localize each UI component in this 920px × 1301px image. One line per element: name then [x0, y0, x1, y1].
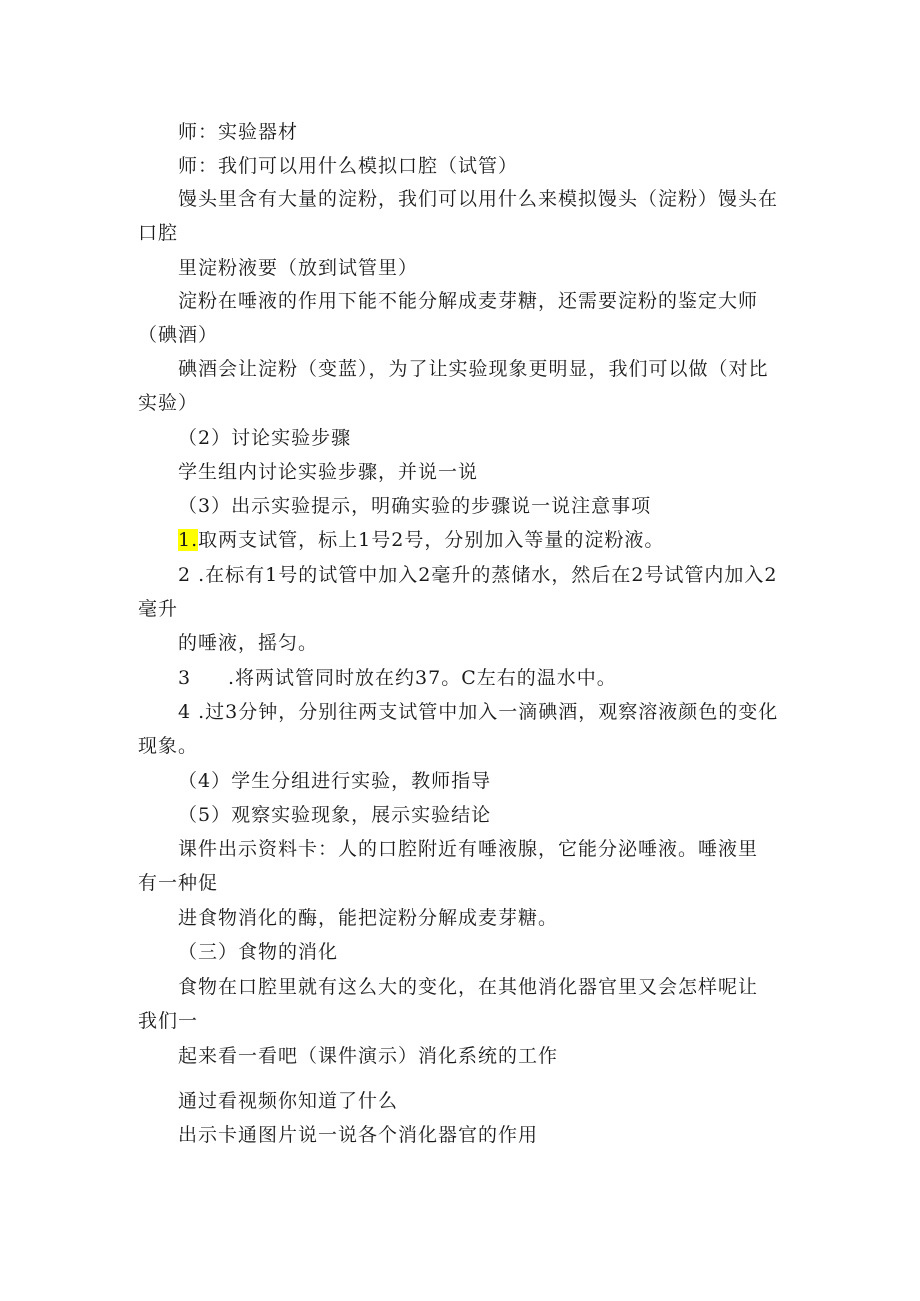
text-line: 里淀粉液要（放到试管里）: [178, 257, 419, 279]
text-line: 进食物消化的酶，能把淀粉分解成麦芽糖。: [178, 907, 559, 929]
numbered-step-3: .将两试管同时放在约37。C左右的温水中。: [228, 667, 617, 689]
text-line: 实验）: [138, 392, 199, 414]
text-line: 毫升: [138, 598, 179, 620]
text-line: 的唾液，摇匀。: [178, 632, 319, 654]
text-line: 食物在口腔里就有这么大的变化，在其他消化器官里又会怎样呢让: [178, 976, 759, 998]
numbered-step-1: [178, 527, 664, 553]
text-line: 师：我们可以用什么模拟口腔（试管）: [178, 155, 519, 177]
section-heading: （3）出示实验提示，明确实验的步骤说一说注意事项: [178, 495, 652, 517]
text-line: 口腔: [138, 222, 179, 244]
text-line: 出示卡通图片说一说各个消化器官的作用: [178, 1124, 539, 1146]
text-line: 我们一: [138, 1010, 199, 1032]
text-line: 馒头里含有大量的淀粉，我们可以用什么来模拟馒头（淀粉）馒头在: [178, 188, 779, 210]
section-heading: （三）食物的消化: [178, 941, 339, 963]
section-heading: （4）学生分组进行实验，教师指导: [178, 770, 492, 792]
text-line: 师：实验器材: [178, 121, 299, 143]
numbered-step-4: 4 .过3分钟，分别往两支试管中加入一滴碘酒，观察溶液颜色的变化: [178, 701, 779, 723]
text-line: 学生组内讨论实验步骤，并说一说: [178, 461, 479, 483]
section-heading: （5）观察实验现象，展示实验结论: [178, 804, 492, 826]
step-3-number: 3: [178, 667, 192, 689]
section-heading: （2）讨论实验步骤: [178, 427, 352, 449]
text-line: 现象。: [138, 735, 199, 757]
highlight-marker: 1.: [178, 529, 199, 551]
text-line: 通过看视频你知道了什么: [178, 1090, 399, 1112]
numbered-step-2: 2 .在标有1号的试管中加入2毫升的蒸储水，然后在2号试管内加入2: [178, 564, 778, 586]
text-line: 起来看一看吧（课件演示）消化系统的工作: [178, 1045, 559, 1067]
text-line: 有一种促: [138, 872, 219, 894]
text-line: 碘酒会让淀粉（变蓝），为了让实验现象更明显，我们可以做（对比: [178, 358, 769, 380]
text-line: 课件出示资料卡：人的口腔附近有唾液腺，它能分泌唾液。唾液里: [178, 838, 759, 860]
text-line: 淀粉在唾液的作用下能不能分解成麦芽糖，还需要淀粉的鉴定大师: [178, 290, 759, 312]
text-line: （碘酒）: [138, 324, 219, 346]
step-1-text: 取两支试管，标上1号2号，分别加入等量的淀粉液。: [198, 529, 665, 551]
